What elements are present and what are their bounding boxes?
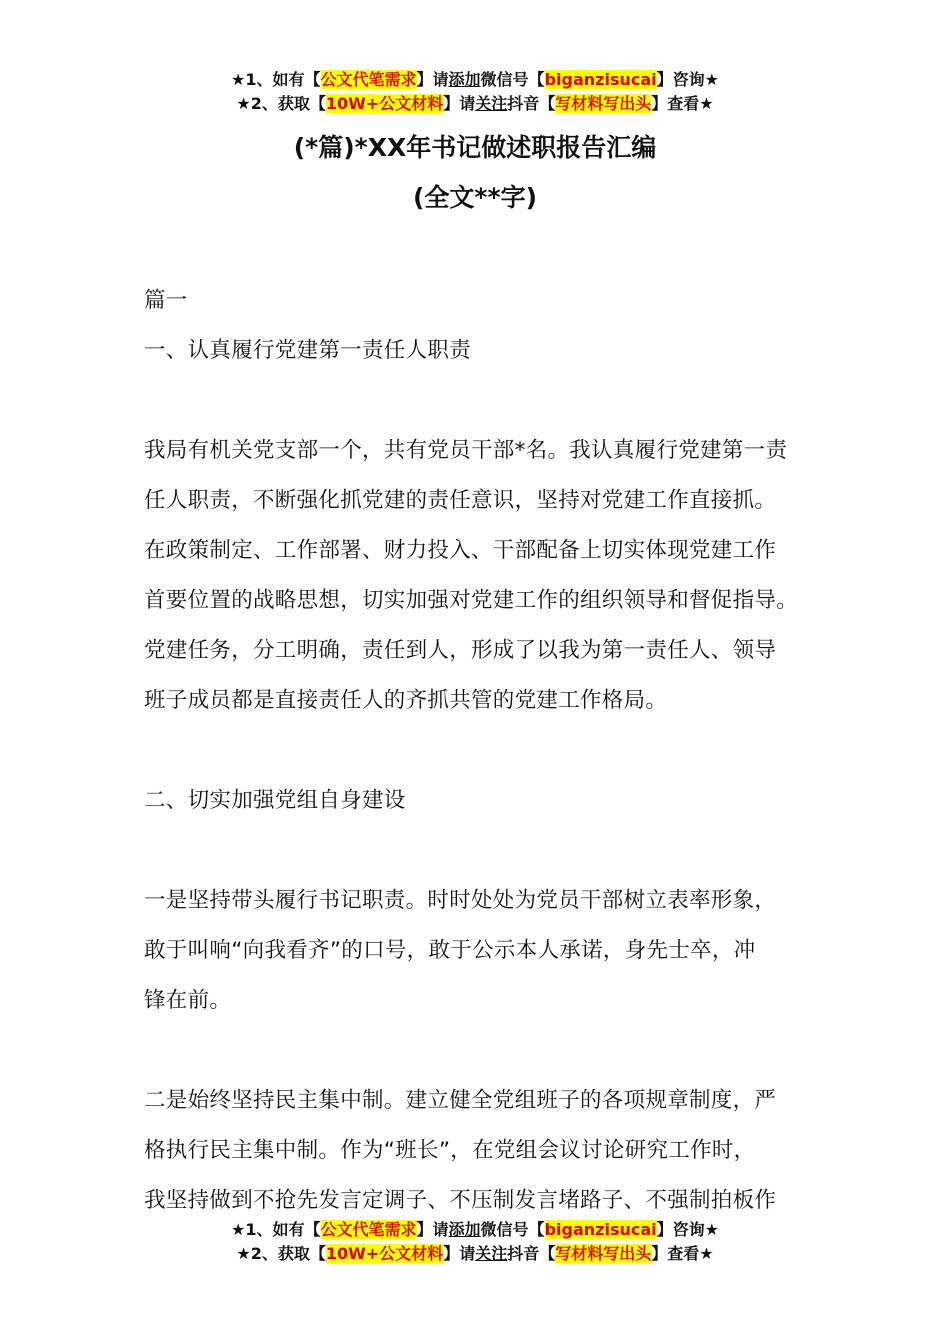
promo-line-1 xyxy=(0,1218,950,1242)
promo-underline: 关注 xyxy=(475,94,508,113)
promo-underline: 关注 xyxy=(475,1244,508,1263)
promo-text: 】查看★ xyxy=(651,1244,714,1263)
promo-text: 】咨询★ xyxy=(656,70,719,89)
paragraph-line: 党建任务，分工明确，责任到人，形成了以我为第一责任人、领导 xyxy=(144,638,777,663)
paragraph-line: 格执行民主集中制。作为“班长”，在党组会议讨论研究工作时， xyxy=(144,1138,756,1163)
promo-highlight: 写材料写出头 xyxy=(555,1244,652,1263)
promo-highlight: 10W+公文材料 xyxy=(325,1244,444,1263)
promo-highlight: 公文代笔需求 xyxy=(320,70,417,89)
paragraph-line: 敢于叫响“向我看齐”的口号，敢于公示本人承诺，身先士卒，冲 xyxy=(144,938,756,963)
promo-text: 】请 xyxy=(443,94,476,113)
promo-underline: 添加 xyxy=(448,1220,481,1239)
promo-text: ★2、获取【 xyxy=(236,1244,326,1263)
promo-text: ★1、如有【 xyxy=(231,70,321,89)
section-label: 篇一 xyxy=(144,288,188,313)
promo-line-2 xyxy=(0,1242,950,1266)
paragraph-line: 一是坚持带头履行书记职责。时时处处为党员干部树立表率形象， xyxy=(144,888,777,913)
promo-banner-top xyxy=(0,68,950,116)
paragraph-2 xyxy=(144,876,834,1026)
heading-1: 一、认真履行党建第一责任人职责 xyxy=(144,338,472,363)
paragraph-line: 任人职责，不断强化抓党建的责任意识，坚持对党建工作直接抓。 xyxy=(144,488,777,513)
paragraph-3 xyxy=(144,1076,834,1226)
promo-highlight: biganzisucai xyxy=(544,1220,657,1239)
heading-2: 二、切实加强党组自身建设 xyxy=(144,788,406,813)
promo-text: 】请 xyxy=(416,70,449,89)
paragraph-line: 首要位置的战略思想，切实加强对党建工作的组织领导和督促指导。 xyxy=(144,588,799,613)
document-subtitle: (全文**字) xyxy=(413,183,537,212)
paragraph-line: 我局有机关党支部一个，共有党员干部*名。我认真履行党建第一责 xyxy=(144,438,788,463)
promo-text: ★2、获取【 xyxy=(236,94,326,113)
paragraph-line: 班子成员都是直接责任人的齐抓共管的党建工作格局。 xyxy=(144,688,668,713)
document-body xyxy=(144,276,834,1226)
promo-banner-bottom xyxy=(0,1218,950,1266)
paragraph-line: 锋在前。 xyxy=(144,988,232,1013)
promo-text: 抖音【 xyxy=(507,1244,556,1263)
promo-text: 】请 xyxy=(443,1244,476,1263)
promo-text: 】咨询★ xyxy=(656,1220,719,1239)
paragraph-line: 我坚持做到不抢先发言定调子、不压制发言堵路子、不强制拍板作 xyxy=(144,1188,777,1213)
promo-highlight: biganzisucai xyxy=(544,70,657,89)
paragraph-line: 二是始终坚持民主集中制。建立健全党组班子的各项规章制度，严 xyxy=(144,1088,777,1113)
promo-text: ★1、如有【 xyxy=(231,1220,321,1239)
promo-text: 抖音【 xyxy=(507,94,556,113)
promo-text: 微信号【 xyxy=(480,1220,545,1239)
promo-line-2 xyxy=(0,92,950,116)
promo-highlight: 10W+公文材料 xyxy=(325,94,444,113)
promo-highlight: 写材料写出头 xyxy=(555,94,652,113)
promo-underline: 添加 xyxy=(448,70,481,89)
document-title: (*篇)*XX年书记做述职报告汇编 xyxy=(293,133,657,162)
promo-highlight: 公文代笔需求 xyxy=(320,1220,417,1239)
promo-text: 】查看★ xyxy=(651,94,714,113)
paragraph-1 xyxy=(144,426,834,726)
paragraph-line: 在政策制定、工作部署、财力投入、干部配备上切实体现党建工作 xyxy=(144,538,777,563)
promo-text: 微信号【 xyxy=(480,70,545,89)
promo-line-1 xyxy=(0,68,950,92)
promo-text: 】请 xyxy=(416,1220,449,1239)
